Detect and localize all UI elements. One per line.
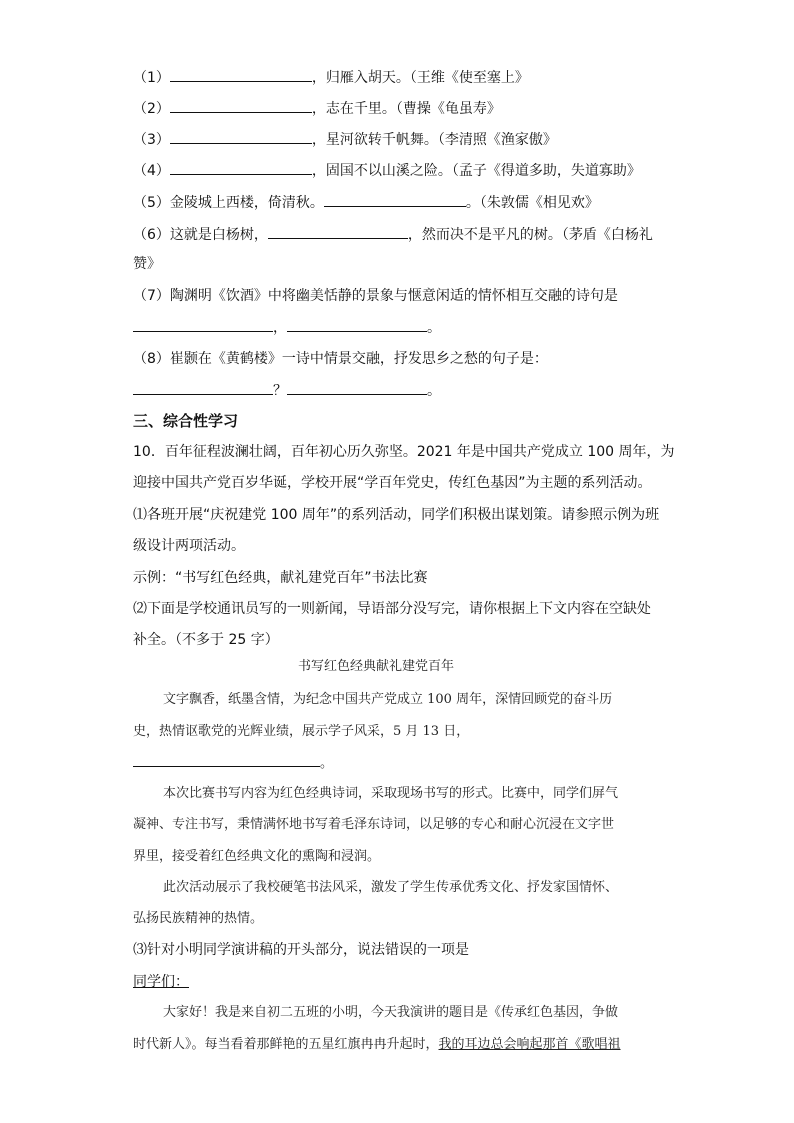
- item-number: （5）: [133, 195, 170, 211]
- poem-line-7-answer: [133, 317, 441, 338]
- poem-line-1: [133, 67, 529, 88]
- news-title: 书写红色经典献礼建党百年: [298, 659, 455, 674]
- news-paragraph: 此次活动展示了我校硬笔书法风采，激发了学生传承优秀文化、抒发家国情怀、: [163, 880, 619, 895]
- poem-text: ，归雁入胡天。（王维《使至塞上》: [311, 70, 529, 86]
- news-paragraph: 文字飘香，纸墨含情，为纪念中国共产党成立 100 周年，深情回顾党的奋斗历: [163, 692, 613, 707]
- poem-line-8: [133, 349, 548, 369]
- poem-line-7: [133, 286, 618, 306]
- news-paragraph: 凝神、专注书写，秉情满怀地书写着毛泽东诗词，以足够的专心和耐心沉浸在文字世: [133, 817, 615, 832]
- answer-blank[interactable]: [268, 224, 408, 239]
- poem-line-2: [133, 98, 501, 119]
- news-paragraph: 本次比赛书写内容为红色经典诗词，采取现场书写的形式。比赛中，同学们屏气: [163, 786, 619, 801]
- punct: ？: [273, 383, 287, 399]
- q10-example: 示例：“书写红色经典，献礼建党百年”书法比赛: [133, 570, 428, 586]
- answer-blank[interactable]: [324, 192, 466, 207]
- poem-text: 这就是白杨树，: [169, 227, 268, 243]
- item-number: （1）: [133, 70, 170, 86]
- item-number: （7）: [133, 288, 170, 304]
- answer-blank[interactable]: [133, 752, 320, 767]
- poem-text: 陶渊明《饮酒》中将幽美恬静的景象与惬意闲适的情怀相互交融的诗句是: [169, 288, 618, 304]
- section-heading: 三、综合性学习: [133, 412, 239, 430]
- punct: ，: [273, 320, 287, 336]
- item-number: （6）: [133, 227, 170, 243]
- q10-part1: ⑴各班开展“庆祝建党 100 周年”的系列活动，同学们积极出谋划策。请参照示例为班: [133, 507, 660, 523]
- q10-part2: 补全。（不多于 25 字）: [133, 632, 279, 648]
- poem-line-5: [133, 192, 599, 213]
- news-lead-blank-line: 。: [133, 752, 333, 774]
- speech-text: [133, 1035, 621, 1055]
- poem-line-6: [133, 224, 653, 245]
- poem-text: ，固国不以山溪之险。（孟子《得道多助，失道寡助》: [311, 163, 641, 179]
- q10-part2: ⑵下面是学校通讯员写的一则新闻，导语部分没写完，请你根据上下文内容在空缺处: [133, 601, 651, 617]
- punct: 。: [427, 383, 441, 399]
- q10-intro: 10．百年征程波澜壮阔，百年初心历久弥坚。2021 年是中国共产党成立 100 周年，为: [133, 444, 675, 460]
- poem-text: ，星河欲转千帆舞。（李清照《渔家傲》: [311, 132, 557, 148]
- item-number: （3）: [133, 132, 170, 148]
- speech-text-part: 时代新人》。每当看着那鲜艳的五星红旗冉冉升起时，: [133, 1037, 439, 1052]
- poem-text: ，志在千里。（曹操《龟虽寿》: [311, 101, 501, 117]
- poem-text: 崔颢在《黄鹤楼》一诗中情景交融，抒发思乡之愁的句子是：: [169, 351, 548, 367]
- answer-blank[interactable]: [170, 98, 312, 113]
- poem-line-4: [133, 160, 641, 181]
- answer-blank[interactable]: [133, 380, 273, 395]
- q10-part3: ⑶针对小明同学演讲稿的开头部分，说法错误的一项是: [133, 942, 469, 958]
- answer-blank[interactable]: [287, 317, 427, 332]
- answer-blank[interactable]: [287, 380, 427, 395]
- news-paragraph: 界里，接受着红色经典文化的熏陶和浸润。: [133, 849, 381, 864]
- speech-text: 大家好！我是来自初二五班的小明，今天我演讲的题目是《传承红色基因，争做: [163, 1005, 619, 1020]
- q10-intro: 迎接中国共产党百岁华诞，学校开展“学百年党史，传红色基因”为主题的系列活动。: [133, 475, 652, 491]
- poem-text: ，然而决不是平凡的树。（茅盾《白杨礼: [407, 227, 653, 243]
- poem-text: 赞》: [133, 256, 161, 272]
- poem-text: 金陵城上西楼，倚清秋。: [169, 195, 324, 211]
- answer-blank[interactable]: [170, 160, 312, 175]
- item-number: （4）: [133, 163, 170, 179]
- poem-line-8-answer: [133, 380, 441, 401]
- answer-blank[interactable]: [133, 317, 273, 332]
- poem-line-3: [133, 129, 557, 150]
- answer-blank[interactable]: [170, 129, 312, 144]
- answer-blank[interactable]: [170, 67, 312, 82]
- poem-line-6-cont: [133, 254, 161, 274]
- q10-part1: 级设计两项活动。: [133, 538, 245, 554]
- news-paragraph: 史，热情讴歌党的光辉业绩，展示学子风采，5 月 13 日，: [133, 724, 470, 739]
- punct: 。: [427, 320, 441, 336]
- news-paragraph: 弘扬民族精神的热情。: [133, 911, 264, 926]
- poem-text: 。（朱敦儒《相见欢》: [465, 195, 599, 211]
- speech-greeting: 同学们：: [133, 974, 189, 990]
- speech-underlined: 我的耳边总会响起那首《歌唱祖: [438, 1037, 621, 1052]
- item-number: （2）: [133, 101, 170, 117]
- item-number: （8）: [133, 351, 170, 367]
